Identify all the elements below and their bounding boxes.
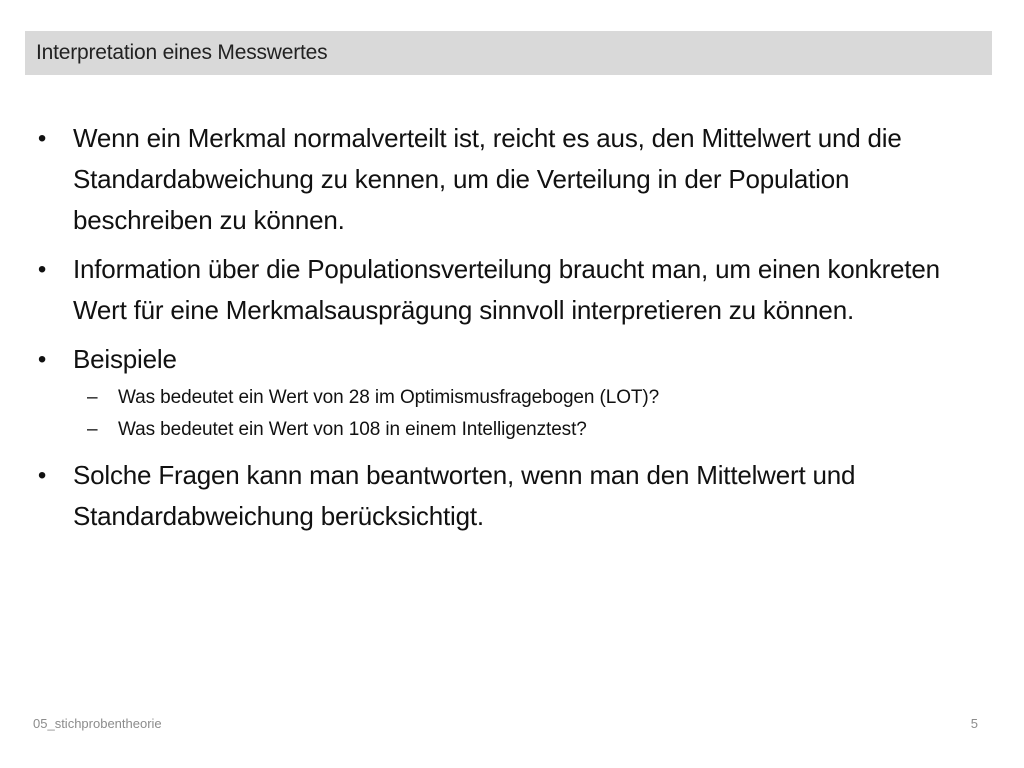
bullet-dot-icon: •: [37, 256, 47, 283]
sub-bullet-text: Was bedeutet ein Wert von 28 im Optimismusfragebogen (LOT)?: [118, 387, 660, 408]
slide-title: Interpretation eines Messwertes: [36, 41, 328, 64]
bullet-item: [32, 339, 992, 380]
bullet-text: Beispiele: [73, 344, 177, 374]
bullet-text: Solche Fragen kann man beantworten, wenn man den Mittelwert und Standardabweichung berücksichtigt.: [73, 460, 856, 531]
bullet-item: [32, 118, 992, 241]
bullet-text: Information über die Populationsverteilung braucht man, um einen konkreten Wert für eine Merkmalsausprägung sinnvoll interpretieren zu können.: [73, 254, 940, 325]
bullet-item: [32, 249, 992, 331]
dash-icon: –: [87, 419, 98, 440]
bullet-dot-icon: •: [37, 346, 47, 373]
bullet-item: [32, 455, 992, 537]
slide-title-bar: [25, 31, 992, 75]
sub-bullet-list: [32, 382, 992, 446]
bullet-dot-icon: •: [37, 462, 47, 489]
bullet-text: Wenn ein Merkmal normalverteilt ist, reicht es aus, den Mittelwert und die Standardabweichung zu kennen, um die Verteilung in der Population beschreiben zu können.: [73, 123, 902, 235]
footer-filename: 05_stichprobentheorie: [33, 716, 162, 731]
footer-page-number: 5: [970, 716, 978, 731]
sub-bullet-item: [32, 414, 992, 446]
slide-content: [32, 118, 992, 545]
dash-icon: –: [87, 387, 98, 408]
sub-bullet-item: [32, 382, 992, 414]
sub-bullet-text: Was bedeutet ein Wert von 108 in einem Intelligenztest?: [118, 419, 587, 440]
bullet-dot-icon: •: [37, 125, 47, 152]
